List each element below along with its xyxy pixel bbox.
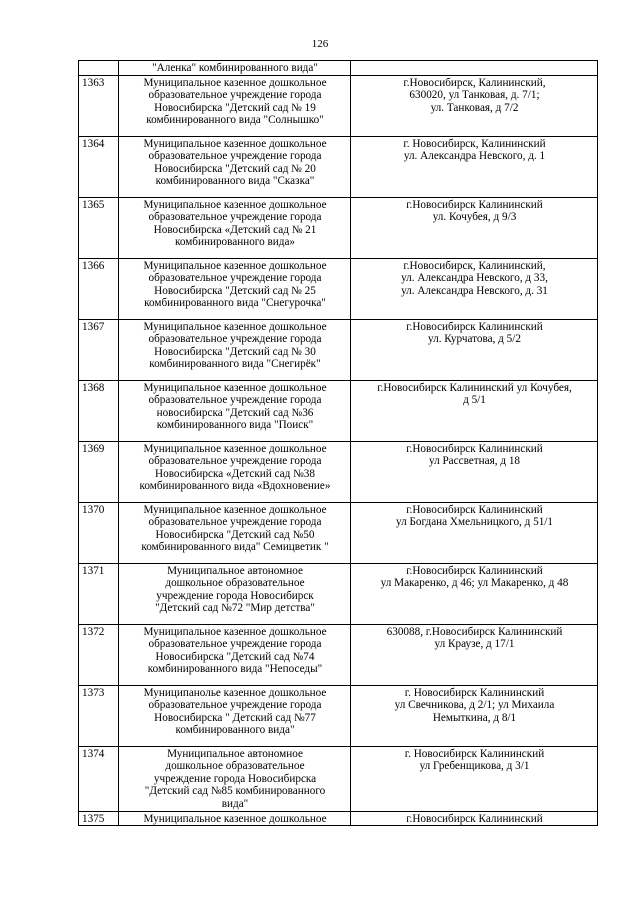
- institution-name-line: образовательное учреждение города: [148, 455, 322, 468]
- institution-name-line: Муниципальное автономное: [167, 747, 303, 760]
- institution-name-line: комбинированного вида»: [174, 236, 296, 249]
- institution-address: [351, 197, 598, 258]
- table-row: [79, 380, 598, 441]
- institution-name-line: Муниципальное казенное дошкольное: [143, 137, 327, 150]
- table-row: [79, 746, 598, 811]
- institution-address: [351, 811, 598, 826]
- institution-name-line: Муниципальное казенное дошкольное: [143, 812, 327, 825]
- table-row: [79, 441, 598, 502]
- table-row: [79, 502, 598, 563]
- institution-address-line: г.Новосибирск Калининский ул Кочубея,: [377, 381, 572, 394]
- institution-address: [351, 624, 598, 685]
- institution-name: [119, 685, 351, 746]
- institution-name: [119, 136, 351, 197]
- institution-name-line: Муниципальное казенное дошкольное: [143, 503, 327, 516]
- institution-address-line: ул Макаренко, д 46; ул Макаренко, д 48: [380, 577, 569, 590]
- table-row: [79, 563, 598, 624]
- institution-name-line: Новосибирска "Детский сад № 25: [154, 284, 316, 297]
- row-number: 1364: [79, 136, 119, 197]
- institution-address-line: 630088, г.Новосибирск Калининский: [386, 625, 563, 638]
- registry-table: [78, 60, 598, 826]
- institution-name-line: образовательное учреждение города: [148, 89, 322, 102]
- row-number: 1372: [79, 624, 119, 685]
- table-row: [79, 75, 598, 136]
- institution-name-line: комбинированного вида "Снегурочка": [144, 297, 326, 310]
- table-row: [79, 61, 598, 76]
- institution-address-line: г.Новосибирск Калининский: [406, 198, 543, 211]
- institution-address: [351, 746, 598, 811]
- institution-name-line: комбинированного вида" Семицветик ": [141, 541, 329, 554]
- institution-address-line: г.Новосибирск Калининский: [406, 503, 543, 516]
- institution-address: [351, 136, 598, 197]
- institution-name-line: Муниципальное казенное дошкольное: [143, 320, 327, 333]
- institution-address-line: г.Новосибирск Калининский: [406, 812, 543, 825]
- institution-name-line: Новосибирска " Детский сад №77: [154, 711, 316, 724]
- institution-name-line: вида": [221, 797, 249, 810]
- institution-address-line: г. Новосибирск Калининский: [404, 686, 545, 699]
- institution-address: [351, 61, 598, 76]
- row-number: 1370: [79, 502, 119, 563]
- institution-name-line: образовательное учреждение города: [148, 516, 322, 529]
- institution-address: [351, 441, 598, 502]
- table-row: [79, 258, 598, 319]
- row-number: 1373: [79, 685, 119, 746]
- institution-name-line: Новосибирска "Детский сад № 19: [154, 101, 316, 114]
- row-number: [79, 61, 119, 76]
- institution-address-line: ул Рассветная, д 18: [428, 455, 521, 468]
- institution-name-line: новосибирска "Детский сад №36: [156, 406, 314, 419]
- institution-name-line: Муниципальное казенное дошкольное: [143, 381, 327, 394]
- institution-name: [119, 563, 351, 624]
- institution-name-line: "Детский сад №72 "Мир детства": [155, 602, 315, 615]
- table-row: [79, 319, 598, 380]
- institution-name: [119, 746, 351, 811]
- institution-name-line: комбинированного вида "Солнышко": [146, 114, 324, 127]
- institution-address: [351, 685, 598, 746]
- institution-name-line: Муниципанольe казенное дошкольное: [143, 686, 327, 699]
- institution-name: [119, 319, 351, 380]
- institution-address: [351, 75, 598, 136]
- table-row: [79, 685, 598, 746]
- institution-name: [119, 61, 351, 76]
- institution-name-line: учреждение города Новосибирска: [153, 772, 317, 785]
- institution-address-line: г.Новосибирск Калининский: [406, 564, 543, 577]
- institution-name: [119, 258, 351, 319]
- institution-name-line: "Аленка" комбинированного вида": [152, 62, 318, 74]
- institution-name: [119, 380, 351, 441]
- institution-name: [119, 624, 351, 685]
- institution-name-line: Муниципальное казенное дошкольное: [143, 442, 327, 455]
- institution-address-line: г.Новосибирск Калининский: [406, 442, 543, 455]
- registry-table-body: [79, 61, 598, 826]
- institution-name-line: Муниципальное автономное: [167, 564, 303, 577]
- table-row: [79, 624, 598, 685]
- institution-name-line: комбинированного вида «Вдохновение»: [139, 480, 331, 493]
- row-number: 1366: [79, 258, 119, 319]
- row-number: 1368: [79, 380, 119, 441]
- institution-name-line: образовательное учреждение города: [148, 333, 322, 346]
- page-number: 126: [311, 38, 329, 50]
- institution-address-line: ул Свечникова, д 2/1; ул Михаила: [394, 699, 555, 712]
- institution-name-line: Новосибирска «Детский сад №38: [155, 467, 315, 480]
- row-number: 1375: [79, 811, 119, 826]
- institution-name-line: Новосибирска "Детский сад № 20: [154, 162, 316, 175]
- institution-name-line: Муниципальное казенное дошкольное: [143, 625, 327, 638]
- institution-address-line: ул. Танковая, д 7/2: [430, 101, 519, 114]
- institution-address: [351, 380, 598, 441]
- institution-address-line: Немыткина, д 8/1: [432, 711, 517, 724]
- institution-name-line: образовательное учреждение города: [148, 150, 322, 163]
- institution-address-line: г.Новосибирск, Калининский,: [403, 259, 546, 272]
- institution-name-line: Муниципальное казенное дошкольное: [143, 198, 327, 211]
- institution-name-line: дошкольное образовательное: [165, 577, 305, 590]
- institution-name-line: Новосибирска "Детский сад № 30: [154, 345, 316, 358]
- institution-address-line: ул. Курчатова, д 5/2: [428, 333, 521, 346]
- institution-name-line: Новосибирска «Детский сад № 21: [153, 223, 317, 236]
- institution-name: [119, 197, 351, 258]
- institution-name-line: образовательное учреждение города: [148, 699, 322, 712]
- institution-address: [351, 258, 598, 319]
- institution-name: [119, 811, 351, 826]
- institution-name-line: дошкольное образовательное: [165, 760, 305, 773]
- institution-address-line: г. Новосибирск, Калининский: [403, 137, 546, 150]
- institution-address: [351, 502, 598, 563]
- institution-name: [119, 502, 351, 563]
- institution-address-line: ул Краузе, д 17/1: [434, 638, 515, 651]
- institution-address-line: ул Богдана Хмельницкого, д 51/1: [395, 516, 554, 529]
- institution-name-line: комбинированного вида "Непоседы": [147, 663, 323, 676]
- institution-name-line: Муниципальное казенное дошкольное: [143, 259, 327, 272]
- institution-name-line: образовательное учреждение города: [148, 394, 322, 407]
- institution-name-line: комбинированного вида": [175, 724, 295, 737]
- row-number: 1369: [79, 441, 119, 502]
- institution-address-line: ул. Александра Невского, д. 1: [403, 150, 546, 163]
- institution-address: [351, 319, 598, 380]
- institution-address: [351, 563, 598, 624]
- institution-name-line: "Детский сад №85 комбинированного: [144, 785, 326, 798]
- institution-name-line: учреждение города Новосибирск: [156, 589, 314, 602]
- institution-name-line: Новосибирска "Детский сад №74: [155, 650, 315, 663]
- institution-name: [119, 441, 351, 502]
- institution-name-line: образовательное учреждение города: [148, 638, 322, 651]
- institution-address-line: г.Новосибирск Калининский: [406, 320, 543, 333]
- institution-name-line: Муниципальное казенное дошкольное: [143, 76, 327, 89]
- table-row: [79, 811, 598, 826]
- institution-name-line: комбинированного вида "Сказка": [155, 175, 315, 188]
- institution-name: [119, 75, 351, 136]
- institution-address-line: г. Новосибирск Калининский: [404, 747, 545, 760]
- institution-name-line: образовательное учреждение города: [148, 272, 322, 285]
- institution-name-line: Новосибирска "Детский сад №50: [155, 528, 315, 541]
- institution-name-line: комбинированного вида "Поиск": [156, 419, 314, 432]
- table-row: [79, 197, 598, 258]
- row-number: 1374: [79, 746, 119, 811]
- row-number: 1371: [79, 563, 119, 624]
- row-number: 1367: [79, 319, 119, 380]
- row-number: 1365: [79, 197, 119, 258]
- institution-address-line: ул Гребенщикова, д 3/1: [419, 760, 530, 773]
- institution-address-line: 630020, ул Танковая, д. 7/1;: [409, 89, 540, 102]
- institution-address-line: д 5/1: [463, 394, 486, 407]
- row-number: 1363: [79, 75, 119, 136]
- institution-name-line: образовательное учреждение города: [148, 211, 322, 224]
- institution-name-line: комбинированного вида "Снегирёк": [149, 358, 321, 371]
- table-row: [79, 136, 598, 197]
- institution-address-line: ул. Александра Невского, д 33,: [401, 272, 548, 285]
- institution-address-line: ул. Кочубея, д 9/3: [432, 211, 517, 224]
- institution-address-line: ул. Александра Невского, д. 31: [401, 284, 548, 297]
- institution-address-line: г.Новосибирск, Калининский,: [403, 76, 546, 89]
